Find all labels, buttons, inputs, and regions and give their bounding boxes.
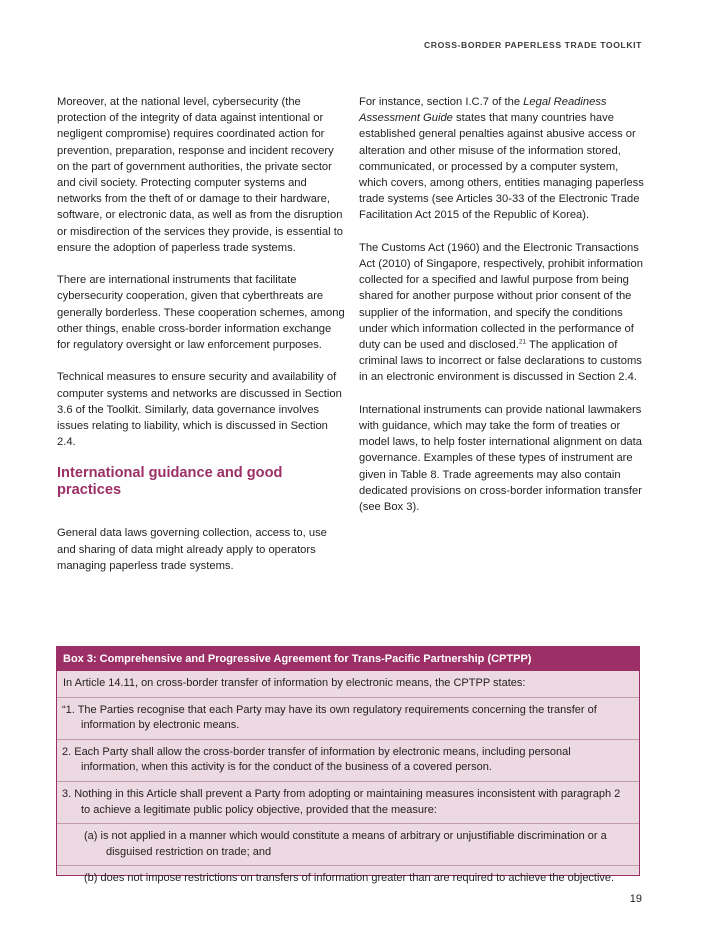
paragraph: There are international instruments that facilitate cybersecurity cooperation, given that cyberthreats are generally borderless. These cooperation schemes, among other things, enable cross-border information exchange for regulatory oversight or law enforcement purposes.	[57, 274, 345, 352]
box-title: Box 3: Comprehensive and Progressive Agreement for Trans-Pacific Partnership (CPTPP)	[57, 647, 639, 671]
paragraph: Moreover, at the national level, cybersecurity (the protection of the integrity of data against intentional or negligent compromise) requires coordinated action for prevention, preparation, response and incident recovery on the part of government authorities, the private sector and civil society. Protecting computer systems and networks from the theft of or damage to their hardware, software, or electronic data, as well as from the disruption or misdirection of the services they provide, is essential to ensure the adoption of paperless trade systems.	[57, 96, 344, 254]
footnote-ref[interactable]: 21	[518, 338, 527, 346]
box-body	[57, 671, 639, 892]
paragraph	[359, 94, 645, 224]
section-heading: International guidance and good practices	[57, 465, 283, 499]
box-cptpp	[56, 646, 640, 885]
paragraph-text: The application of criminal laws to incorrect or false declarations to customs in an electronic environment is discussed in Section 2.4.	[359, 339, 642, 384]
paragraph-text: For instance, section I.C.7 of the	[359, 96, 524, 108]
paragraph: General data laws governing collection, access to, use and sharing of data might already apply to operators managing paperless trade systems.	[57, 527, 327, 572]
paragraph-text: The Customs Act (1960) and the Electronic Transactions Act (2010) of Singapore, respectively, prohibit information collected for a specified and lawful purpose from being shared for another purpose without prior consent of the supplier of the information, and specify the conditions under which information collected in the performance of duty can be used and disclosed.	[359, 241, 643, 352]
paragraph: International instruments can provide national lawmakers with guidance, which may take the form of treaties or model laws, to help foster international alignment on data governance. Examples of these types of instrument are given in Table 8. Trade agreements may also contain dedicated provisions on cross-border information transfer (see Box 3).	[359, 403, 642, 514]
box-item-3b: (b) does not impose restrictions on transfers of information greater than are required to achieve the objective.	[57, 865, 639, 892]
running-header: CROSS-BORDER PAPERLESS TRADE TOOLKIT	[424, 40, 642, 50]
box-intro: In Article 14.11, on cross-border transfer of information by electronic means, the CPTPP states:	[63, 677, 526, 689]
right-column	[359, 94, 645, 531]
box-item-3: 3. Nothing in this Article shall prevent a Party from adopting or maintaining measures inconsistent with paragraph 2 to achieve a legitimate public policy objective, provided that the measure:	[57, 781, 639, 823]
paragraph: Technical measures to ensure security and availability of computer systems and networks are discussed in Section 3.6 of the Toolkit. Similarly, data governance involves issues relating to liability, which is discussed in Section 2.4.	[57, 371, 342, 449]
box-item-1: “1. The Parties recognise that each Party may have its own regulatory requirements concerning the transfer of information by electronic means.	[57, 697, 639, 739]
box-item-3a: (a) is not applied in a manner which would constitute a means of arbitrary or unjustifiable discrimination or a disguised restriction on trade; and	[57, 823, 639, 865]
box-item-2: 2. Each Party shall allow the cross-border transfer of information by electronic means, including personal information, when this activity is for the conduct of the business of a covered person.	[57, 739, 639, 781]
guide-title: Legal Readiness Assessment Guide	[359, 96, 607, 125]
paragraph	[359, 240, 645, 386]
paragraph-text: states that many countries have established general penalties against abusive access or alteration and other misuse of the information stored, communicated, or processed by a computer system, which covers, among others, entities managing paperless trade systems (see Articles 30-33 of the Electronic Trade Facilitation Act 2015 of the Republic of Korea).	[359, 112, 644, 222]
left-column	[57, 94, 345, 590]
page-number: 19	[629, 893, 642, 905]
